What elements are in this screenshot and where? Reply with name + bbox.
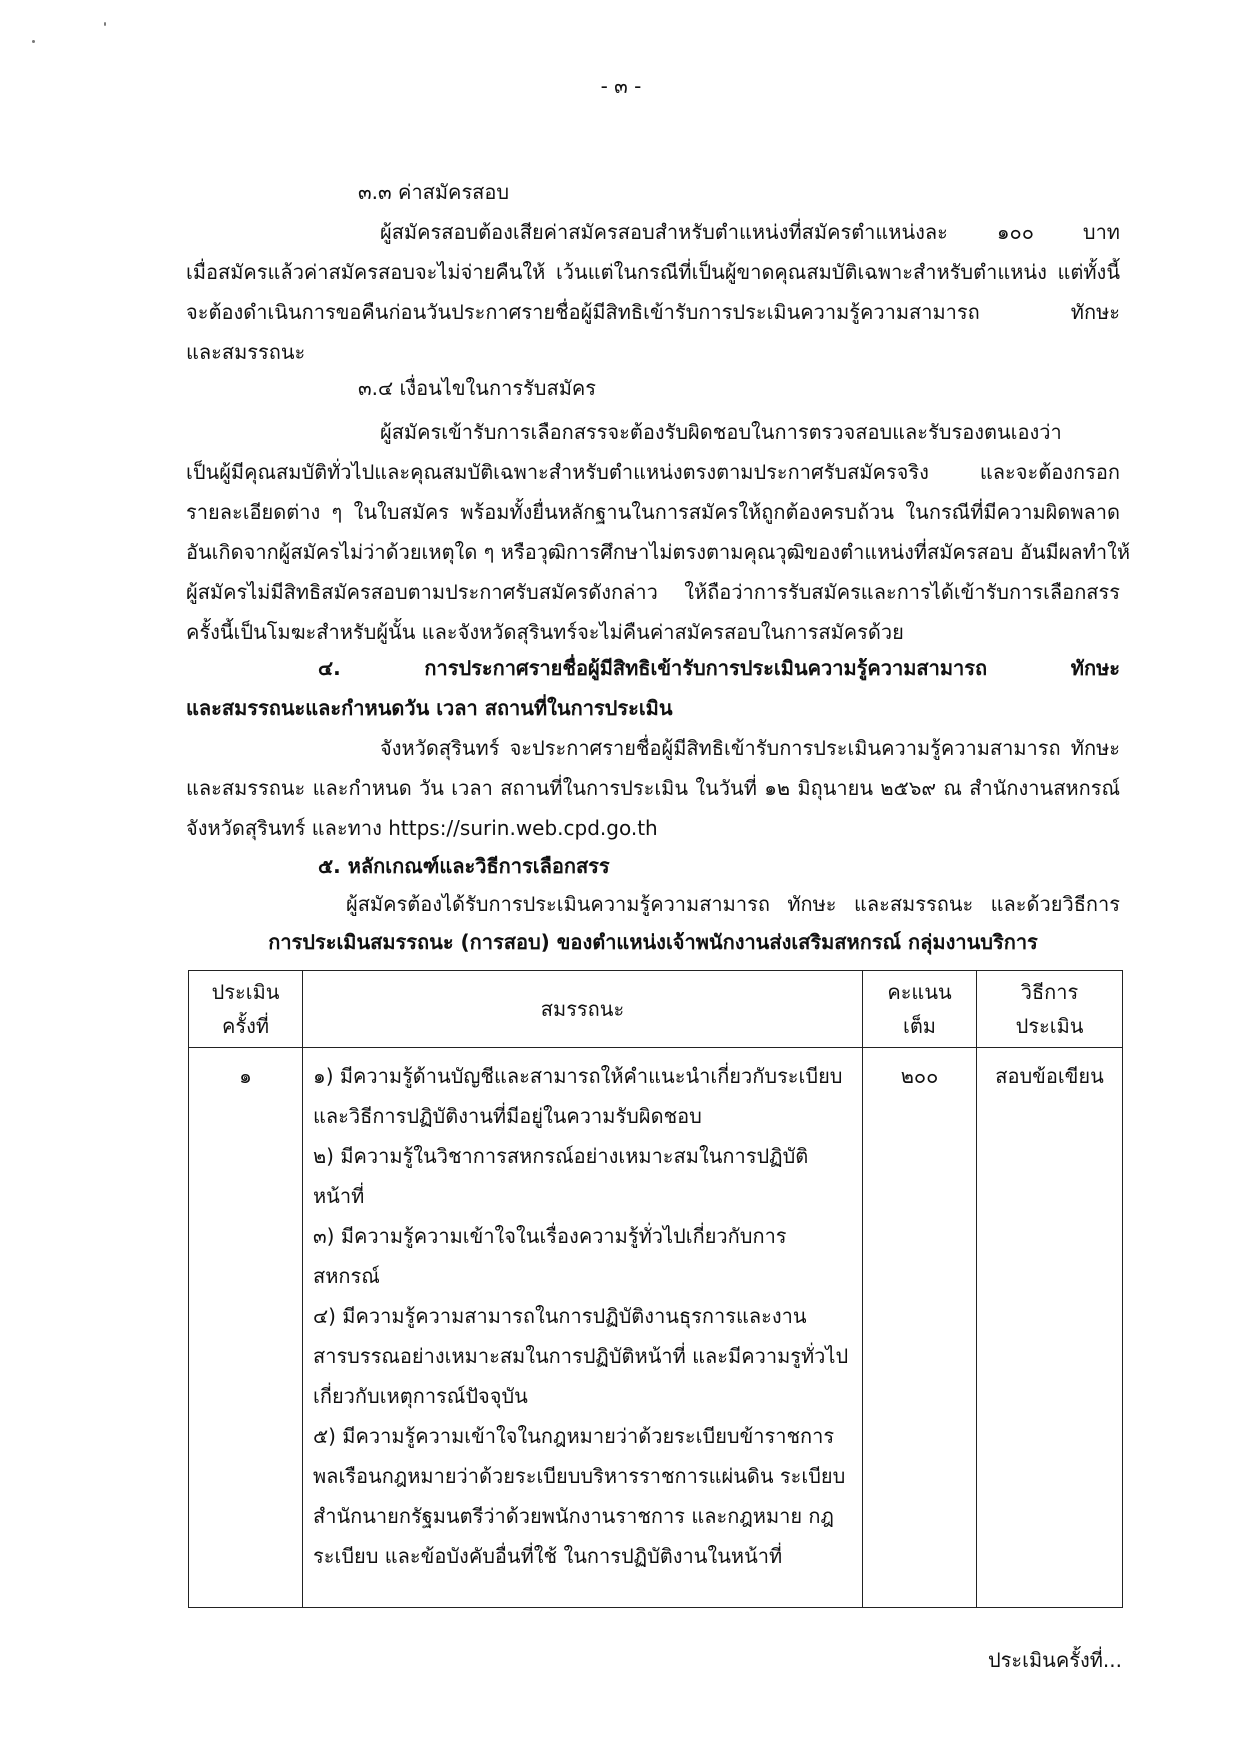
section-4-line: จังหวัดสุรินทร์ จะประกาศรายชื่อผู้มีสิทธิเข้ารับการประเมินความรู้ความสามารถ ทักษะ xyxy=(380,736,1120,760)
table-row xyxy=(189,1048,1123,1608)
competency-item: ๑) มีความรู้ด้านบัญชีและสามารถให้คำแนะนำเกี่ยวกับระเบียบและวิธีการปฏิบัติงานที่มีอยู่ในความรับผิดชอบ xyxy=(313,1064,843,1128)
section-3-3-line: จะต้องดำเนินการขอคืนก่อนวันประกาศรายชื่อผู้มีสิทธิเข้ารับการประเมินความรู้ความสามารถ ทักษะ xyxy=(186,300,1120,324)
section-4-line: จังหวัดสุรินทร์ และทาง https://surin.web.cpd.go.th xyxy=(186,816,658,840)
section-4-heading-cont: และสมรรถนะและกำหนดวัน เวลา สถานที่ในการประเมิน xyxy=(186,696,673,720)
section-3-3-line: เมื่อสมัครแล้วค่าสมัครสอบจะไม่จ่ายคืนให้ เว้นแต่ในกรณีที่เป็นผู้ขาดคุณสมบัติเฉพาะสำหรับตำแหน่ง แต่ทั้งนี้ xyxy=(186,260,1120,284)
section-4-line: และสมรรถนะ และกำหนด วัน เวลา สถานที่ในการประเมิน ในวันที่ ๑๒ มิถุนายน ๒๕๖๙ ณ สำนักงานสหกรณ์ xyxy=(186,776,1120,800)
competency-item: ๔) มีความรู้ความสามารถในการปฏิบัติงานธุรการและงานสารบรรณอย่างเหมาะสมในการปฏิบัติหน้าที่ และมีความรูทั่วไปเกี่ยวกับเหตุการณ์ปัจจุบัน xyxy=(313,1304,849,1408)
scan-speck xyxy=(32,40,35,43)
scan-speck xyxy=(104,22,106,26)
section-4-heading: ๔. การประกาศรายชื่อผู้มีสิทธิเข้ารับการประเมินความรู้ความสามารถ ทักษะ xyxy=(318,656,1120,680)
cell-competency xyxy=(303,1048,863,1608)
header-competency: สมรรถนะ xyxy=(303,971,863,1048)
section-3-4-heading: ๓.๔ เงื่อนไขในการรับสมัคร xyxy=(358,376,597,400)
section-3-4-line: ผู้สมัครไม่มีสิทธิสมัครสอบตามประกาศรับสมัครดังกล่าว ให้ถือว่าการรับสมัครและการได้เข้ารับการเลือกสรร xyxy=(186,580,1120,604)
section-5-heading: ๕. หลักเกณฑ์และวิธีการเลือกสรร xyxy=(318,854,610,878)
section-3-4-line: ผู้สมัครเข้ารับการเลือกสรรจะต้องรับผิดชอบในการตรวจสอบและรับรองตนเองว่า xyxy=(380,420,1062,444)
section-5-line: ผู้สมัครต้องได้รับการประเมินความรู้ความสามารถ ทักษะ และสมรรถนะ และด้วยวิธีการ xyxy=(346,892,1120,916)
competency-item: ๓) มีความรู้ความเข้าใจในเรื่องความรู้ทั่วไปเกี่ยวกับการสหกรณ์ xyxy=(313,1224,787,1288)
section-3-4-line: อันเกิดจากผู้สมัครไม่ว่าด้วยเหตุใด ๆ หรือวุฒิการศึกษาไม่ตรงตามคุณวุฒิของตำแหน่งที่สมัครสอบ อันมีผลทำให้ xyxy=(186,540,1131,564)
continuation-footer: ประเมินครั้งที่... xyxy=(987,1648,1122,1672)
header-round: ประเมิน ครั้งที่ xyxy=(189,971,303,1048)
header-method: วิธีการ ประเมิน xyxy=(977,971,1123,1048)
page-number: - ๓ - xyxy=(600,74,642,98)
cell-round: ๑ xyxy=(189,1048,303,1608)
competency-item: ๒) มีความรู้ในวิชาการสหกรณ์อย่างเหมาะสมในการปฏิบัติหน้าที่ xyxy=(313,1144,809,1208)
table-header-row xyxy=(189,971,1123,1048)
competency-table xyxy=(188,970,1123,1608)
header-score: คะแนน เต็ม xyxy=(863,971,977,1048)
section-3-4-line: ครั้งนี้เป็นโมฆะสำหรับผู้นั้น และจังหวัดสุรินทร์จะไม่คืนค่าสมัครสอบในการสมัครด้วย xyxy=(186,620,904,644)
section-3-3-line: และสมรรถนะ xyxy=(186,340,306,364)
section-3-4-line: รายละเอียดต่าง ๆ ในใบสมัคร พร้อมทั้งยื่นหลักฐานในการสมัครให้ถูกต้องครบถ้วน ในกรณีที่มีความผิดพลาด xyxy=(186,500,1120,524)
cell-score: ๒๐๐ xyxy=(863,1048,977,1608)
cell-method: สอบข้อเขียน xyxy=(977,1048,1123,1608)
section-3-3-line: ผู้สมัครสอบต้องเสียค่าสมัครสอบสำหรับตำแหน่งที่สมัครตำแหน่งละ ๑๐๐ บาท xyxy=(380,220,1120,244)
section-3-3-heading: ๓.๓ ค่าสมัครสอบ xyxy=(358,180,510,204)
table-title: การประเมินสมรรถนะ (การสอบ) ของตำแหน่งเจ้าพนักงานส่งเสริมสหกรณ์ กลุ่มงานบริการ xyxy=(268,930,1038,954)
competency-item: ๕) มีความรู้ความเข้าใจในกฎหมายว่าด้วยระเบียบข้าราชการพลเรือนกฎหมายว่าด้วยระเบียบบริหารราชการแผ่นดิน ระเบียบสำนักนายกรัฐมนตรีว่าด้วยพนักงานราชการ และกฎหมาย กฎ ระเบียบ และข้อบังคับอื่นที่ใช้ ในการปฏิบัติงานในหน้าที่ xyxy=(313,1424,846,1568)
section-3-4-line: เป็นผู้มีคุณสมบัติทั่วไปและคุณสมบัติเฉพาะสำหรับตำแหน่งตรงตามประกาศรับสมัครจริง และจะต้องกรอก xyxy=(186,460,1120,484)
